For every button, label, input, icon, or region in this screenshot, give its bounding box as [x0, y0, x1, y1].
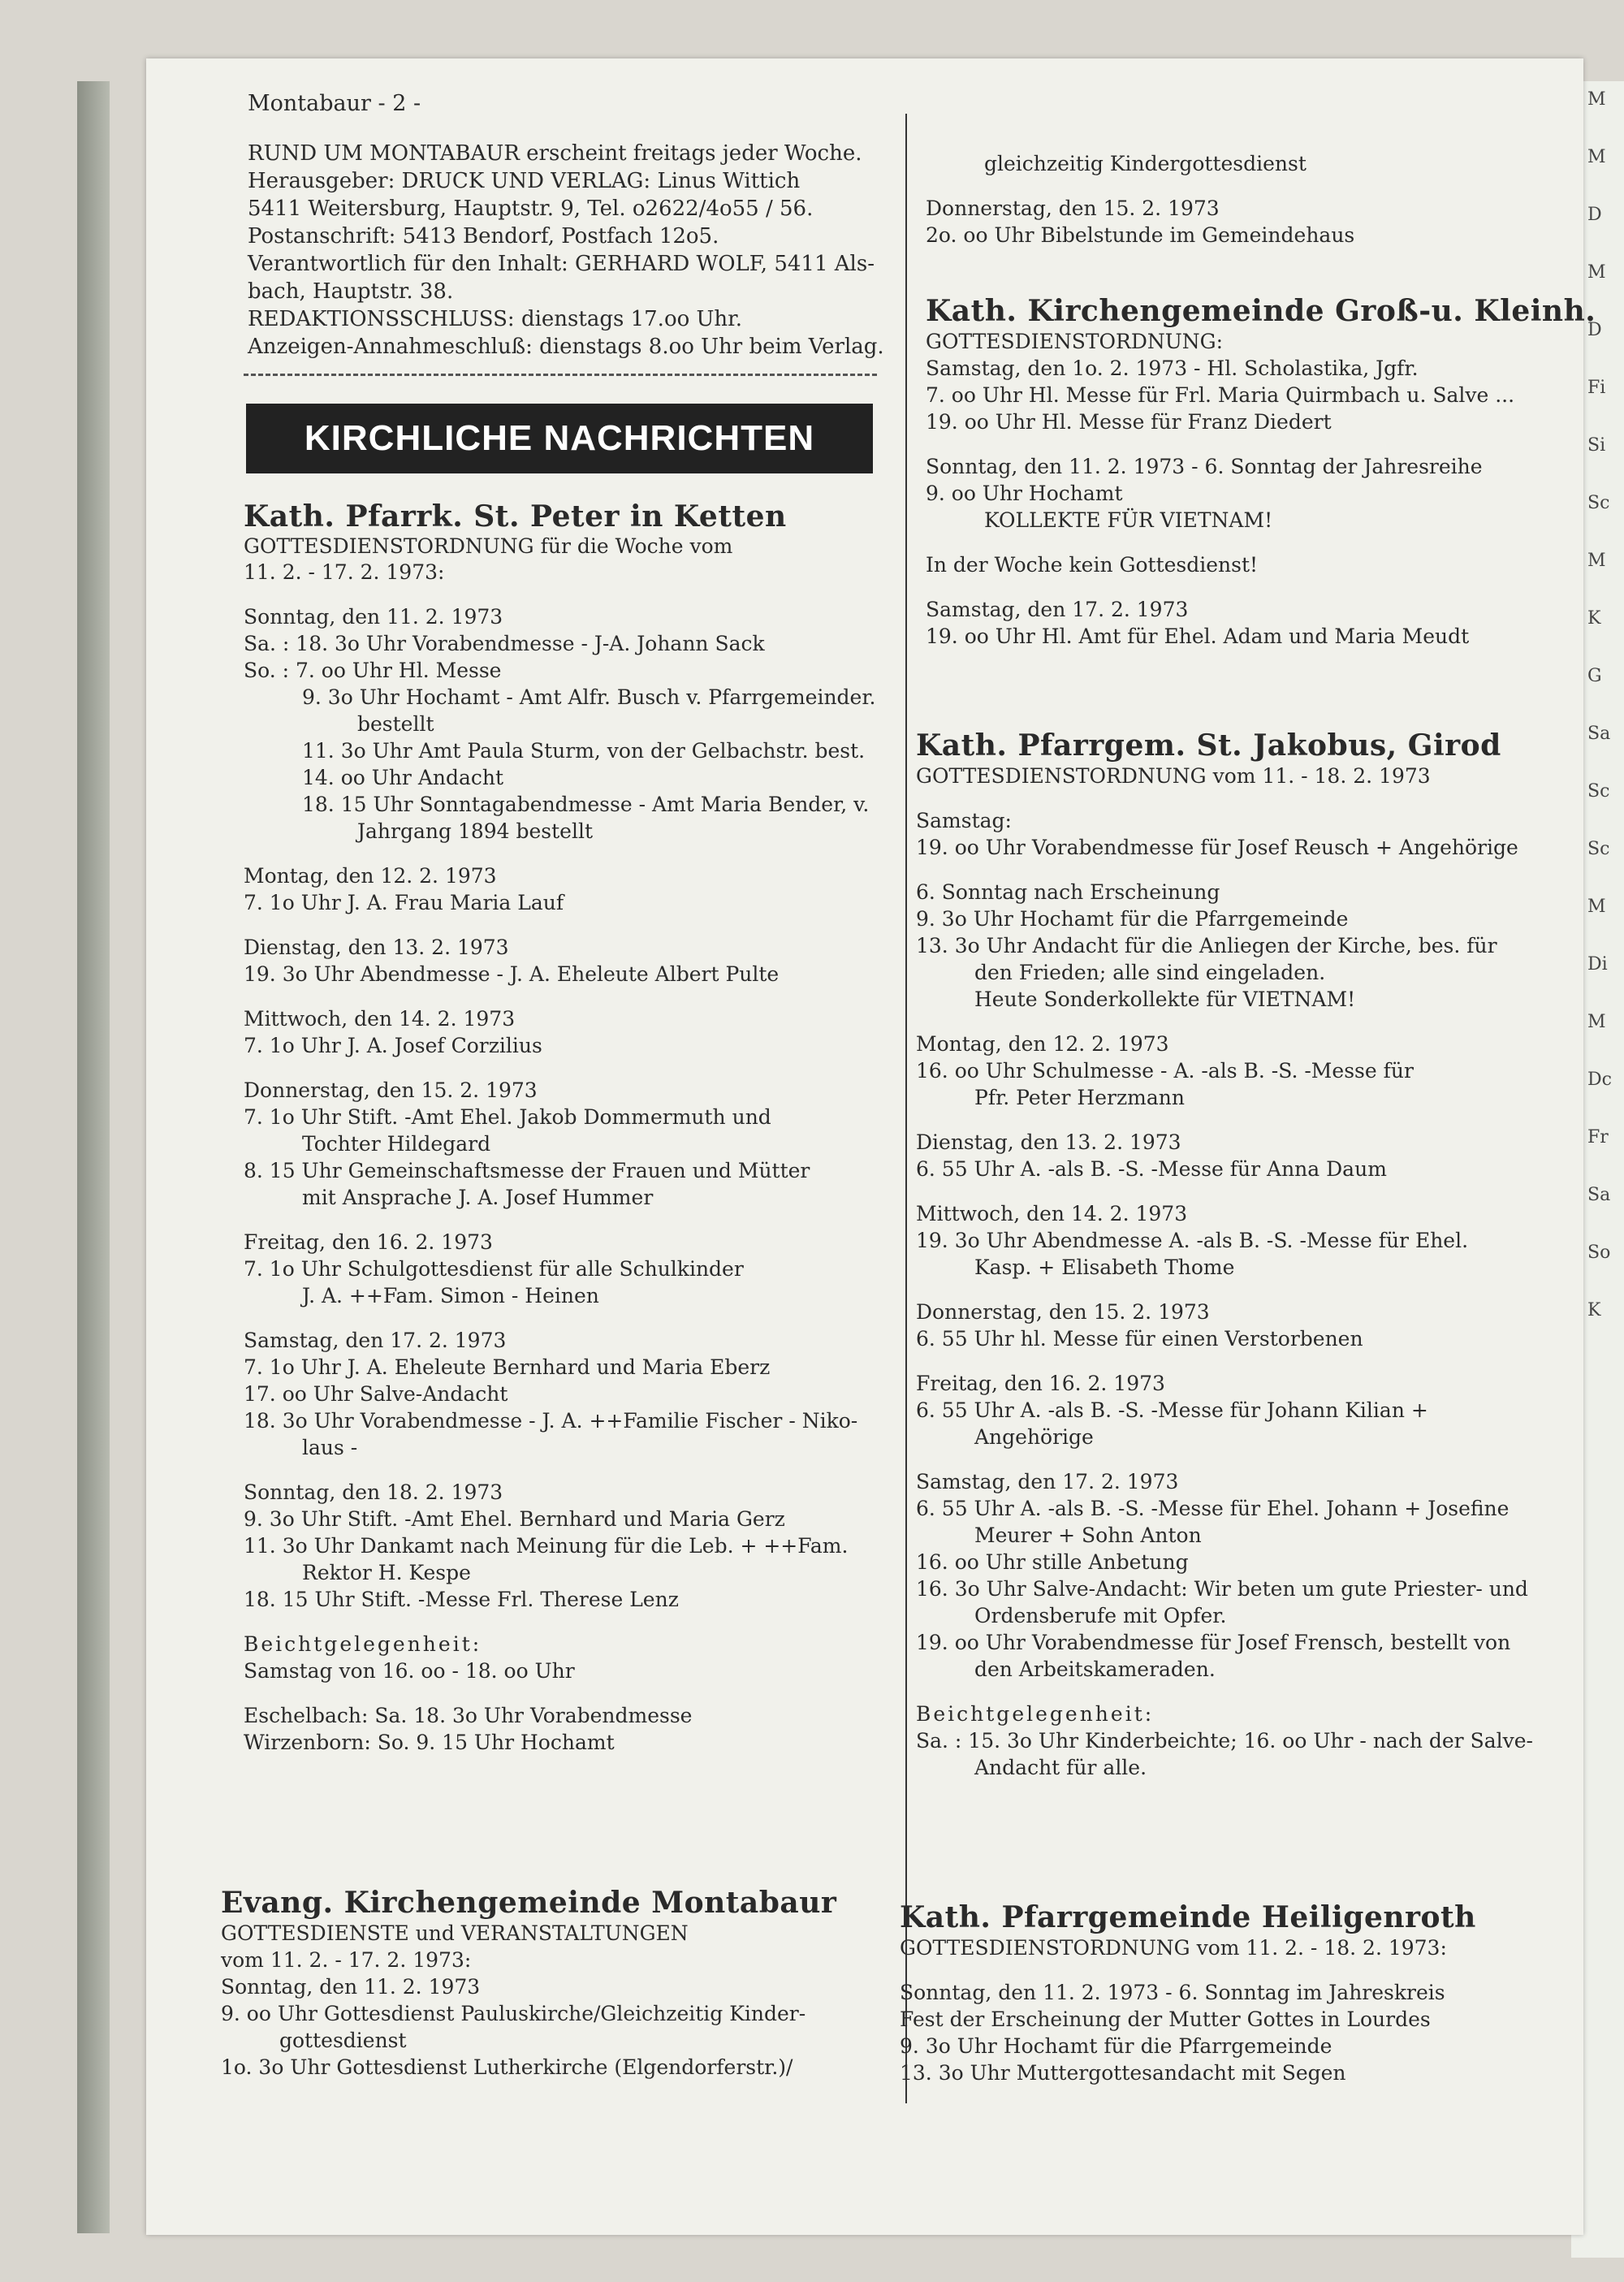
adjacent-page-fragment: M — [1587, 551, 1606, 571]
adjacent-page-fragment: M — [1587, 262, 1606, 283]
imprint-line: Postanschrift: 5413 Bendorf, Postfach 12o5. — [248, 224, 719, 249]
text-line: Samstag, den 17. 2. 1973 — [244, 1329, 507, 1352]
book-spine — [77, 81, 110, 2233]
text-line: 16. oo Uhr stille Anbetung — [916, 1550, 1189, 1574]
adjacent-page-fragment: Sa — [1587, 724, 1611, 744]
text-line: Mittwoch, den 14. 2. 1973 — [244, 1007, 516, 1031]
text-line: 2o. oo Uhr Bibelstunde im Gemeindehaus — [926, 223, 1355, 247]
adjacent-page-fragment: Dc — [1587, 1070, 1612, 1090]
adjacent-page-fragment: M — [1587, 147, 1606, 167]
imprint-line: Anzeigen-Annahmeschluß: dienstags 8.oo Uhr beim Verlag. — [248, 335, 884, 359]
adjacent-page-fragment: Di — [1587, 954, 1608, 975]
text-line: 6. Sonntag nach Erscheinung — [916, 880, 1220, 904]
text-line: 11. 3o Uhr Dankamt nach Meinung für die Leb. + ++Fam. — [244, 1534, 849, 1558]
page-header: Montabaur - 2 - — [248, 91, 421, 116]
text-line: Samstag, den 1o. 2. 1973 - Hl. Scholastika, Jgfr. — [926, 357, 1419, 380]
text-line: Pfr. Peter Herzmann — [974, 1086, 1185, 1109]
text-line: Sonntag, den 11. 2. 1973 - 6. Sonntag im Jahreskreis — [900, 1981, 1445, 2004]
text-line: Meurer + Sohn Anton — [974, 1523, 1202, 1547]
adjacent-page-fragment: Sa — [1587, 1185, 1611, 1205]
text-line: 19. oo Uhr Vorabendmesse für Josef Reusch + Angehörige — [916, 836, 1518, 859]
text-line: mit Ansprache J. A. Josef Hummer — [302, 1186, 654, 1209]
adjacent-page-fragment: M — [1587, 89, 1606, 110]
text-line: 17. oo Uhr Salve-Andacht — [244, 1382, 508, 1406]
text-line: Jahrgang 1894 bestellt — [357, 819, 594, 843]
text-line: Mittwoch, den 14. 2. 1973 — [916, 1202, 1188, 1225]
section-gross-kleinholbach — [926, 294, 1596, 650]
text-line: 6. 55 Uhr hl. Messe für einen Verstorbenen — [916, 1327, 1363, 1351]
text-line: Beichtgelegenheit: — [916, 1702, 1155, 1726]
text-line: Sonntag, den 11. 2. 1973 — [244, 605, 503, 629]
text-line: Sonntag, den 18. 2. 1973 — [244, 1480, 503, 1504]
text-line: Donnerstag, den 15. 2. 1973 — [926, 197, 1220, 220]
text-line: den Arbeitskameraden. — [974, 1657, 1216, 1681]
text-line: 19. 3o Uhr Abendmesse A. -als B. -S. -Messe für Ehel. — [916, 1229, 1469, 1252]
text-line: 16. 3o Uhr Salve-Andacht: Wir beten um gute Priester- und — [916, 1577, 1528, 1601]
text-line: GOTTESDIENSTORDNUNG: — [926, 330, 1224, 353]
text-line: Dienstag, den 13. 2. 1973 — [916, 1130, 1181, 1154]
text-line: 13. 3o Uhr Muttergottesandacht mit Segen — [900, 2061, 1346, 2085]
text-line: So. : 7. oo Uhr Hl. Messe — [244, 659, 502, 682]
text-line: 9. oo Uhr Hochamt — [926, 482, 1123, 505]
adjacent-page-fragment: Si — [1587, 435, 1606, 456]
text-line: Rektor H. Kespe — [302, 1561, 471, 1584]
text-line: Ordensberufe mit Opfer. — [974, 1604, 1227, 1627]
text-line: 6. 55 Uhr A. -als B. -S. -Messe für Ehel. Johann + Josefine — [916, 1497, 1510, 1520]
text-line: In der Woche kein Gottesdienst! — [926, 553, 1259, 577]
text-line: Sonntag, den 11. 2. 1973 — [221, 1975, 481, 1999]
column-divider — [905, 114, 907, 2103]
adjacent-page-fragment: D — [1587, 205, 1602, 225]
text-line: Samstag, den 17. 2. 1973 — [926, 598, 1189, 621]
text-line: 18. 15 Uhr Sonntagabendmesse - Amt Maria Bender, v. — [302, 793, 870, 816]
text-line: 7. 1o Uhr J. A. Eheleute Bernhard und Maria Eberz — [244, 1355, 771, 1379]
text-line: Samstag, den 17. 2. 1973 — [916, 1470, 1179, 1493]
text-line: 6. 55 Uhr A. -als B. -S. -Messe für Johann Kilian + — [916, 1398, 1428, 1422]
text-line: Kasp. + Elisabeth Thome — [974, 1256, 1235, 1279]
text-line: 14. oo Uhr Andacht — [302, 766, 504, 789]
text-line: 9. 3o Uhr Hochamt - Amt Alfr. Busch v. Pfarrgemeinder. — [302, 685, 876, 709]
text-line: 7. 1o Uhr J. A. Josef Corzilius — [244, 1034, 542, 1057]
text-line: 9. 3o Uhr Hochamt für die Pfarrgemeinde — [916, 907, 1349, 931]
text-line: 11. 3o Uhr Amt Paula Sturm, von der Gelbachstr. best. — [302, 739, 866, 763]
text-line: 19. oo Uhr Hl. Amt für Ehel. Adam und Maria Meudt — [926, 625, 1470, 648]
section-title: Kath. Pfarrk. St. Peter in Ketten — [244, 499, 787, 534]
section-title: Kath. Kirchengemeinde Groß-u. Kleinh. — [926, 294, 1596, 328]
text-line: 13. 3o Uhr Andacht für die Anliegen der Kirche, bes. für — [916, 934, 1497, 957]
adjacent-page-fragment: Fi — [1587, 378, 1606, 398]
section-subtitle: 11. 2. - 17. 2. 1973: — [244, 560, 445, 584]
adjacent-page-fragment: K — [1587, 1300, 1601, 1320]
text-line: Sa. : 18. 3o Uhr Vorabendmesse - J-A. Johann Sack — [244, 632, 765, 655]
text-line: 19. oo Uhr Vorabendmesse für Josef Frensch, bestellt von — [916, 1631, 1511, 1654]
text-line: 7. 1o Uhr Stift. -Amt Ehel. Jakob Dommermuth und — [244, 1105, 771, 1129]
text-line: 18. 15 Uhr Stift. -Messe Frl. Therese Lenz — [244, 1588, 679, 1611]
section-ketten — [244, 499, 876, 1756]
text-line: den Frieden; alle sind eingeladen. — [974, 961, 1326, 984]
adjacent-page-fragment: M — [1587, 1012, 1606, 1032]
adjacent-page-fragment: D — [1587, 320, 1602, 340]
text-line: Freitag, den 16. 2. 1973 — [916, 1372, 1165, 1395]
adjacent-page-fragment: K — [1587, 608, 1601, 629]
text-line: 9. 3o Uhr Hochamt für die Pfarrgemeinde — [900, 2034, 1332, 2058]
text-line: GOTTESDIENSTORDNUNG vom 11. 2. - 18. 2. 1973: — [900, 1936, 1447, 1960]
section-banner: KIRCHLICHE NACHRICHTEN — [246, 404, 873, 473]
text-line: 9. 3o Uhr Stift. -Amt Ehel. Bernhard und Maria Gerz — [244, 1507, 785, 1531]
text-line: 8. 15 Uhr Gemeinschaftsmesse der Frauen und Mütter — [244, 1159, 810, 1182]
adjacent-page-fragment: So — [1587, 1243, 1611, 1263]
text-line: 7. 1o Uhr Schulgottesdienst für alle Schulkinder — [244, 1257, 744, 1281]
section-heiligenroth — [900, 1900, 1476, 2086]
text-line: 18. 3o Uhr Vorabendmesse - J. A. ++Familie Fischer - Niko- — [244, 1409, 858, 1433]
adjacent-page-fragment: G — [1587, 666, 1602, 686]
text-line: gleichzeitig Kindergottesdienst — [984, 152, 1307, 175]
text-line: gottesdienst — [279, 2029, 407, 2052]
text-line: Wirzenborn: So. 9. 15 Uhr Hochamt — [244, 1731, 615, 1754]
text-line: Donnerstag, den 15. 2. 1973 — [244, 1078, 538, 1102]
text-line: J. A. ++Fam. Simon - Heinen — [302, 1284, 599, 1307]
section-evang — [221, 1886, 836, 2081]
imprint-line: 5411 Weitersburg, Hauptstr. 9, Tel. o2622/4o55 / 56. — [248, 197, 814, 221]
section-title: Kath. Pfarrgemeinde Heiligenroth — [900, 1900, 1476, 1934]
text-line: Dienstag, den 13. 2. 1973 — [244, 936, 509, 959]
text-line: Fest der Erscheinung der Mutter Gottes in Lourdes — [900, 2008, 1431, 2031]
text-line: 1o. 3o Uhr Gottesdienst Lutherkirche (Elgendorferstr.)/ — [221, 2055, 793, 2079]
text-line: Sonntag, den 11. 2. 1973 - 6. Sonntag der Jahresreihe — [926, 455, 1483, 478]
imprint — [248, 140, 884, 361]
text-line: Heute Sonderkollekte für VIETNAM! — [974, 988, 1356, 1011]
text-line: 6. 55 Uhr A. -als B. -S. -Messe für Anna Daum — [916, 1157, 1387, 1181]
text-line: 7. 1o Uhr J. A. Frau Maria Lauf — [244, 891, 564, 914]
text-line: Freitag, den 16. 2. 1973 — [244, 1230, 493, 1254]
text-line: 19. oo Uhr Hl. Messe für Franz Diedert — [926, 410, 1332, 434]
text-line: 9. oo Uhr Gottesdienst Pauluskirche/Gleichzeitig Kinder- — [221, 2002, 806, 2025]
text-line: Donnerstag, den 15. 2. 1973 — [916, 1300, 1210, 1324]
text-line: Tochter Hildegard — [302, 1132, 491, 1156]
text-line: Andacht für alle. — [974, 1756, 1147, 1779]
text-line: GOTTESDIENSTORDNUNG vom 11. - 18. 2. 1973 — [916, 764, 1431, 788]
dashed-separator — [244, 374, 877, 376]
text-line: Sa. : 15. 3o Uhr Kinderbeichte; 16. oo Uhr - nach der Salve- — [916, 1729, 1533, 1753]
adjacent-page-fragment: Sc — [1587, 839, 1610, 859]
text-line: KOLLEKTE FÜR VIETNAM! — [984, 508, 1273, 532]
text-line: Samstag: — [916, 809, 1012, 832]
text-line: 19. 3o Uhr Abendmesse - J. A. Eheleute Albert Pulte — [244, 962, 780, 986]
text-line: Montag, den 12. 2. 1973 — [916, 1032, 1169, 1056]
text-line: 16. oo Uhr Schulmesse - A. -als B. -S. -Messe für — [916, 1059, 1414, 1083]
section-evang-continued — [926, 150, 1354, 249]
section-subtitle: GOTTESDIENSTORDNUNG für die Woche vom — [244, 534, 733, 558]
text-line: Montag, den 12. 2. 1973 — [244, 864, 497, 888]
text-line: Angehörige — [974, 1425, 1094, 1449]
section-title: Evang. Kirchengemeinde Montabaur — [221, 1886, 837, 1920]
adjacent-page-fragment: Fr — [1587, 1127, 1609, 1147]
imprint-line: Verantwortlich für den Inhalt: GERHARD WOLF, 5411 Als- — [248, 252, 875, 276]
imprint-line: bach, Hauptstr. 38. — [248, 279, 454, 304]
imprint-line: RUND UM MONTABAUR erscheint freitags jeder Woche. — [248, 141, 862, 166]
imprint-line: REDAKTIONSSCHLUSS: dienstags 17.oo Uhr. — [248, 307, 743, 331]
imprint-line: Herausgeber: DRUCK UND VERLAG: Linus Wittich — [248, 169, 801, 193]
text-line: vom 11. 2. - 17. 2. 1973: — [221, 1948, 472, 1972]
text-line: Eschelbach: Sa. 18. 3o Uhr Vorabendmesse — [244, 1704, 693, 1727]
text-line: 7. oo Uhr Hl. Messe für Frl. Maria Quirmbach u. Salve ... — [926, 383, 1515, 407]
adjacent-page-fragment: Sc — [1587, 493, 1610, 513]
text-line: Samstag von 16. oo - 18. oo Uhr — [244, 1659, 575, 1683]
text-line: laus - — [302, 1436, 358, 1459]
text-line: Beichtgelegenheit: — [244, 1632, 482, 1656]
adjacent-page-fragment: M — [1587, 897, 1606, 917]
text-line: bestellt — [357, 712, 434, 736]
section-girod — [916, 728, 1533, 1781]
section-title: Kath. Pfarrgem. St. Jakobus, Girod — [916, 728, 1501, 763]
adjacent-page-fragment: Sc — [1587, 781, 1610, 802]
text-line: GOTTESDIENSTE und VERANSTALTUNGEN — [221, 1921, 689, 1945]
